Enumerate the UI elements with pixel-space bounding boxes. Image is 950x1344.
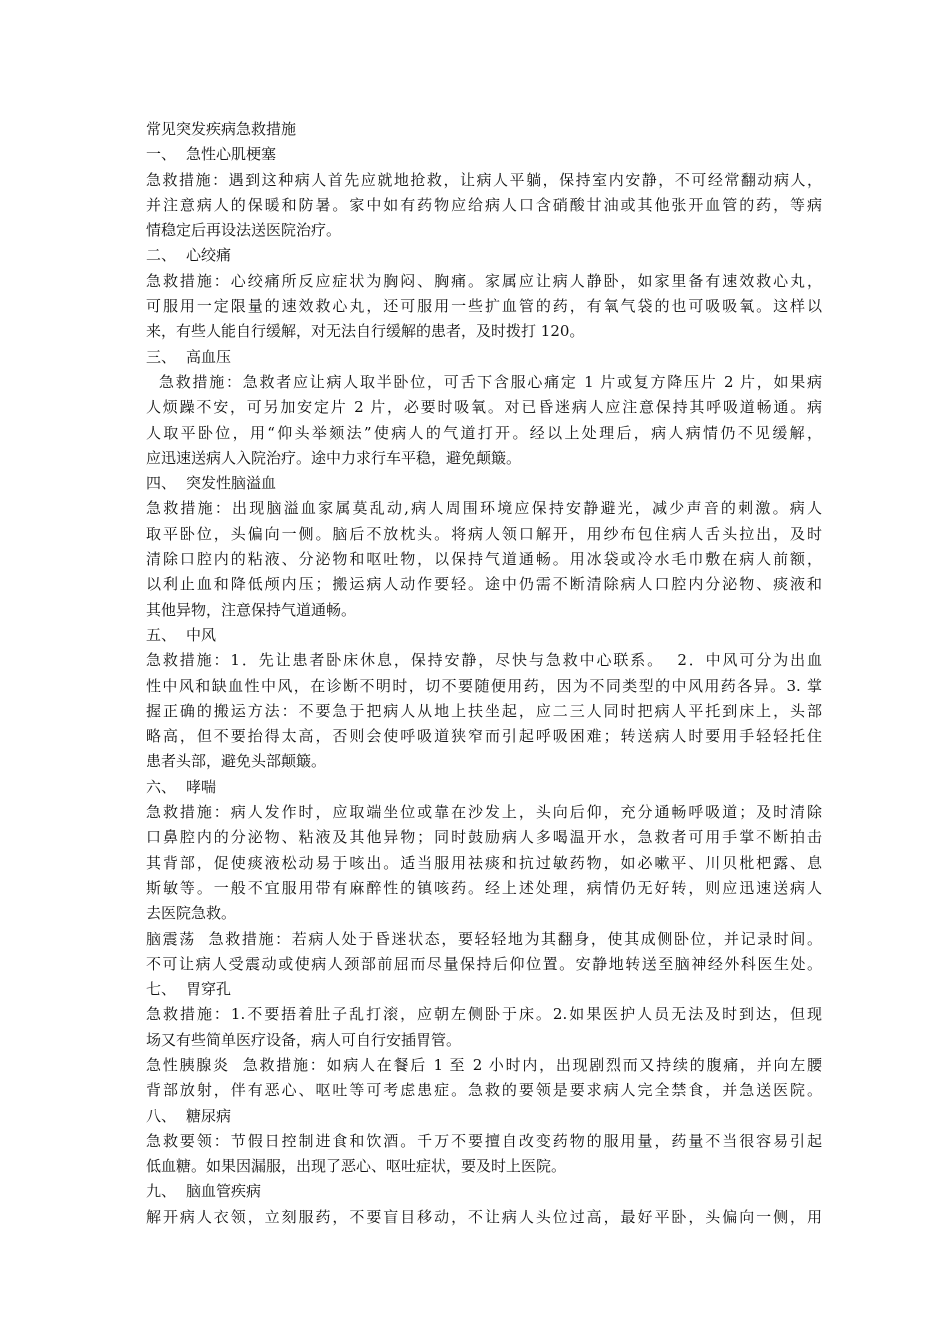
paragraph-line: 急救措施：心绞痛所反应症状为胸闷、胸痛。家属应让病人静卧，如家里备有速效救心丸， bbox=[146, 271, 822, 290]
paragraph bbox=[146, 1002, 822, 1053]
paragraph-line: 情稳定后再设法送医院治疗。 bbox=[146, 221, 342, 240]
paragraph-line: 性中风和缺血性中风，在诊断不明时，切不要随便用药，因为不同类型的中风用药各异。3. 掌 bbox=[146, 676, 822, 695]
paragraph bbox=[146, 1053, 822, 1104]
paragraph-line: 急救措施：病人发作时，应取端坐位或靠在沙发上，头向后仰，充分通畅呼吸道；及时清除 bbox=[146, 803, 822, 822]
paragraph bbox=[146, 800, 822, 926]
paragraph-line: 去医院急救。 bbox=[146, 904, 237, 923]
paragraph-line: 场又有些简单医疗设备，病人可自行安插胃管。 bbox=[146, 1030, 462, 1049]
document-page bbox=[146, 117, 822, 1230]
section-heading bbox=[146, 345, 822, 370]
section-heading bbox=[146, 1104, 822, 1129]
paragraph bbox=[146, 1205, 822, 1230]
paragraph-line: 应迅速送病人入院治疗。途中力求行车平稳，避免颠簸。 bbox=[146, 448, 522, 467]
paragraph-line: 并注意病人的保暖和防暑。家中如有药物应给病人口含硝酸甘油或其他张开血管的药，等病 bbox=[146, 195, 822, 214]
section-title: 高血压 bbox=[186, 347, 232, 366]
paragraph-line: 急救要领：节假日控制进食和饮酒。千万不要擅自改变药物的服用量，药量不当很容易引起 bbox=[146, 1131, 822, 1150]
paragraph-line: 斯敏等。一般不宜服用带有麻醉性的镇咳药。经上述处理，病情仍无好转，则应迅速送病人 bbox=[146, 878, 822, 897]
section-title: 急性心肌梗塞 bbox=[186, 145, 277, 164]
section-number: 七、 bbox=[146, 980, 177, 999]
paragraph bbox=[146, 496, 822, 622]
paragraph-line: 口鼻腔内的分泌物、粘液及其他异物；同时鼓励病人多喝温开水，急救者可用手掌不断拍击 bbox=[146, 828, 822, 847]
section-title: 心绞痛 bbox=[186, 246, 232, 265]
paragraph-line: 以利止血和降低颅内压；搬运病人动作要轻。途中仍需不断清除病人口腔内分泌物、痰液和 bbox=[146, 575, 822, 594]
paragraph-line: 解开病人衣领，立刻服药，不要盲目移动，不让病人头位过高，最好平卧，头偏向一侧，用 bbox=[146, 1207, 822, 1226]
section-heading bbox=[146, 775, 822, 800]
section-number: 一、 bbox=[146, 145, 177, 164]
paragraph-line: 不可让病人受震动或使病人颈部前屈而尽量保持后仰位置。安静地转送至脑神经外科医生处。 bbox=[146, 954, 822, 973]
paragraph-line: 患者头部，避免头部颠簸。 bbox=[146, 752, 327, 771]
paragraph bbox=[146, 370, 822, 471]
section-number: 三、 bbox=[146, 347, 177, 366]
paragraph-line: 急救措施：急救者应让病人取半卧位，可舌下含服心痛定 1 片或复方降压片 2 片，如果病 bbox=[146, 372, 822, 391]
section-heading bbox=[146, 471, 822, 496]
paragraph bbox=[146, 927, 822, 978]
paragraph bbox=[146, 1129, 822, 1180]
section-heading bbox=[146, 977, 822, 1002]
section-title: 糖尿病 bbox=[186, 1106, 232, 1125]
paragraph-line: 急救措施：遇到这种病人首先应就地抢救，让病人平躺，保持室内安静，不可经常翻动病人， bbox=[146, 170, 822, 189]
paragraph-line: 急救措施：1.不要捂着肚子乱打滚，应朝左侧卧于床。2.如果医护人员无法及时到达，但现 bbox=[146, 1005, 822, 1024]
section-heading bbox=[146, 1179, 822, 1204]
paragraph-line: 可服用一定限量的速效救心丸，还可服用一些扩血管的药，有氧气袋的也可吸吸氧。这样以 bbox=[146, 297, 822, 316]
section-heading bbox=[146, 623, 822, 648]
section-title: 哮喘 bbox=[186, 777, 217, 796]
section-title: 脑血管疾病 bbox=[186, 1182, 262, 1201]
document-body bbox=[146, 142, 822, 1230]
paragraph-line: 人烦躁不安，可另加安定片 2 片，必要时吸氧。对已昏迷病人应注意保持其呼吸道畅通。病 bbox=[146, 398, 822, 417]
paragraph-line: 急救措施：出现脑溢血家属莫乱动,病人周围环境应保持安静避光，减少声音的刺激。病人 bbox=[146, 499, 822, 518]
section-number: 五、 bbox=[146, 625, 177, 644]
paragraph-line: 来，有些人能自行缓解，对无法自行缓解的患者，及时拨打 120。 bbox=[146, 322, 585, 341]
paragraph bbox=[146, 648, 822, 774]
paragraph-line: 背部放射，伴有恶心、呕吐等可考虑患症。急救的要领是要求病人完全禁食，并急送医院。 bbox=[146, 1081, 822, 1100]
paragraph-line: 清除口腔内的粘液、分泌物和呕吐物，以保持气道通畅。用冰袋或冷水毛巾敷在病人前额， bbox=[146, 550, 822, 569]
section-title: 突发性脑溢血 bbox=[186, 474, 277, 493]
paragraph-line: 其他异物，注意保持气道通畅。 bbox=[146, 600, 357, 619]
section-heading bbox=[146, 243, 822, 268]
section-title: 中风 bbox=[186, 625, 217, 644]
paragraph bbox=[146, 168, 822, 244]
paragraph bbox=[146, 269, 822, 345]
paragraph-line: 急性胰腺炎 急救措施：如病人在餐后 1 至 2 小时内，出现剧烈而又持续的腹痛，并向左腰 bbox=[146, 1055, 822, 1074]
paragraph-line: 其背部，促使痰液松动易于咳出。适当服用祛痰和抗过敏药物，如必嗽平、川贝枇杷露、息 bbox=[146, 853, 822, 872]
paragraph-line: 急救措施：1．先让患者卧床休息，保持安静，尽快与急救中心联系。 2．中风可分为出血 bbox=[146, 651, 822, 670]
section-number: 八、 bbox=[146, 1106, 177, 1125]
section-number: 六、 bbox=[146, 777, 177, 796]
section-number: 四、 bbox=[146, 474, 177, 493]
paragraph-line: 略高，但不要抬得太高，否则会使呼吸道狭窄而引起呼吸困难；转送病人时要用手轻轻托住 bbox=[146, 727, 822, 746]
section-heading bbox=[146, 142, 822, 167]
paragraph-line: 脑震荡 急救措施：若病人处于昏迷状态，要轻轻地为其翻身，使其成侧卧位，并记录时间。 bbox=[146, 929, 822, 948]
section-title: 胃穿孔 bbox=[186, 980, 232, 999]
section-number: 九、 bbox=[146, 1182, 177, 1201]
paragraph-line: 低血糖。如果因漏服，出现了恶心、呕吐症状，要及时上医院。 bbox=[146, 1157, 567, 1176]
paragraph-line: 握正确的搬运方法：不要急于把病人从地上扶坐起，应二三人同时把病人平托到床上，头部 bbox=[146, 701, 822, 720]
document-title: 常见突发疾病急救措施 bbox=[146, 120, 297, 138]
section-number: 二、 bbox=[146, 246, 177, 265]
paragraph-line: 人取平卧位，用“仰头举颏法”使病人的气道打开。经以上处理后，病人病情仍不见缓解， bbox=[146, 423, 822, 442]
paragraph-line: 取平卧位，头偏向一侧。脑后不放枕头。将病人领口解开，用纱布包住病人舌头拉出，及时 bbox=[146, 524, 822, 543]
